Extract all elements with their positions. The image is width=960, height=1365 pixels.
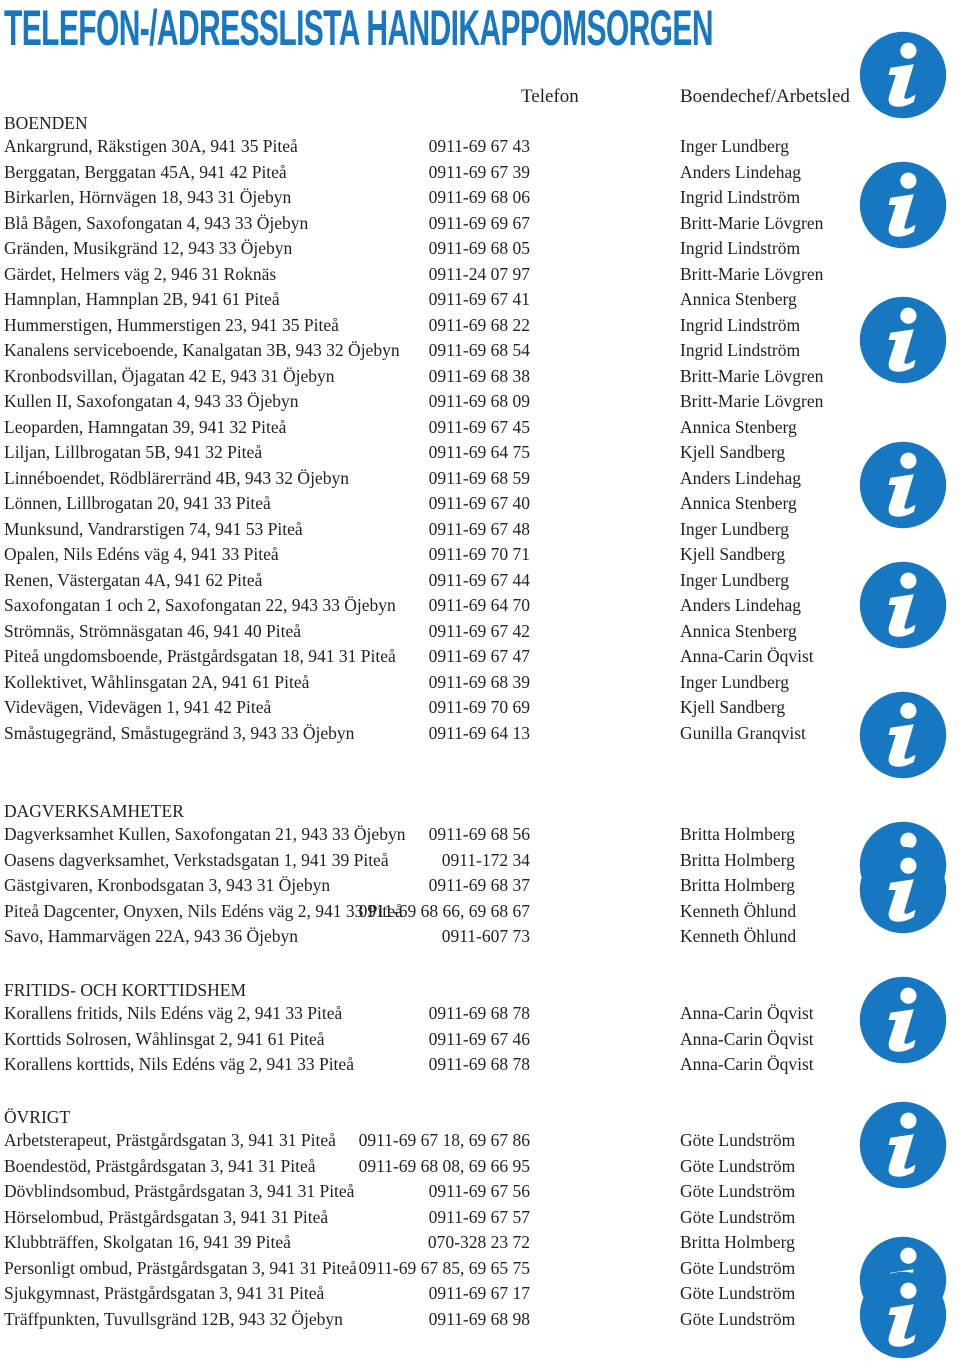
contact-name: Kjell Sandberg	[680, 442, 786, 462]
address-text: Strömnäs, Strömnäsgatan 46, 941 40 Piteå	[4, 620, 301, 641]
phone-number: 0911-69 68 22	[428, 314, 530, 335]
phone-number: 0911-69 67 42	[428, 620, 530, 641]
contact-name: Ingrid Lindström	[680, 340, 801, 360]
phone-number: 0911-69 68 59	[428, 467, 530, 488]
contact-name: Anna-Carin Öqvist	[680, 646, 814, 666]
phone-number: 0911-69 64 13	[428, 722, 530, 743]
contact-name: Annica Stenberg	[680, 289, 797, 309]
phone-number: 070-328 23 72	[427, 1232, 530, 1252]
contact-name: Inger Lundberg	[680, 518, 790, 539]
phone-number: 0911-69 68 54	[428, 340, 530, 360]
phone-number: 0911-69 68 78	[428, 1003, 530, 1023]
contact-name: Inger Lundberg	[680, 569, 790, 590]
contact-name: Britt-Marie Lövgren	[680, 391, 824, 411]
address-text: Träffpunkten, Tuvullsgränd 12B, 943 32 Öjebyn	[4, 1308, 343, 1329]
phone-number: 0911-69 67 43	[428, 136, 530, 156]
list-item	[0, 721, 860, 747]
list-item	[0, 1307, 860, 1333]
list-item	[0, 134, 860, 160]
list-item	[0, 160, 860, 186]
address-text: Korttids Solrosen, Wåhlinsgat 2, 941 61 Piteå	[4, 1028, 325, 1049]
info-icon	[858, 440, 948, 530]
address-text: Boendestöd, Prästgårdsgatan 3, 941 31 Piteå	[4, 1155, 316, 1176]
list-item	[0, 1001, 860, 1027]
contact-name: Anders Lindehag	[680, 161, 802, 182]
phone-number: 0911-24 07 97	[428, 263, 530, 284]
address-text: Ankargrund, Räkstigen 30A, 941 35 Piteå	[4, 136, 298, 156]
contact-name: Inger Lundberg	[680, 136, 790, 156]
list-item	[0, 415, 860, 441]
list-item	[0, 568, 860, 594]
info-icon	[858, 560, 948, 650]
list-item	[0, 822, 860, 848]
list-item	[0, 440, 860, 466]
contact-name: Inger Lundberg	[680, 671, 790, 692]
contact-name: Britt-Marie Lövgren	[680, 365, 824, 386]
address-text: Renen, Västergatan 4A, 941 62 Piteå	[4, 569, 263, 590]
contact-name: Kenneth Öhlund	[680, 900, 797, 921]
column-header-phone: Telefon	[521, 86, 579, 107]
phone-number: 0911-69 64 75	[428, 442, 530, 462]
contact-name: Britta Holmberg	[680, 875, 795, 895]
address-text: Hamnplan, Hamnplan 2B, 941 61 Piteå	[4, 289, 280, 309]
contact-name: Anders Lindehag	[680, 595, 802, 615]
list-item	[0, 1256, 860, 1282]
address-text: Dövblindsombud, Prästgårdsgatan 3, 941 31 Piteå	[4, 1181, 355, 1201]
contact-name: Kjell Sandberg	[680, 544, 786, 564]
list-item	[0, 1027, 860, 1053]
contact-name: Britta Holmberg	[680, 824, 795, 844]
address-text: Gästgivaren, Kronbodsgatan 3, 943 31 Öjebyn	[4, 875, 331, 895]
phone-number: 0911-69 67 44	[428, 569, 530, 590]
list-item	[0, 1281, 860, 1307]
phone-number: 0911-69 68 78	[428, 1054, 530, 1074]
section-title: ÖVRIGT	[4, 1107, 71, 1127]
section-title: FRITIDS- OCH KORTTIDSHEM	[4, 980, 247, 1000]
list-item	[0, 313, 860, 339]
section-title: BOENDEN	[4, 113, 88, 133]
address-text: Hummerstigen, Hummerstigen 23, 941 35 Piteå	[4, 314, 339, 335]
contact-name: Ingrid Lindström	[680, 187, 801, 207]
column-header-contact: Boendechef/Arbetsled	[680, 86, 850, 107]
phone-number: 0911-69 67 45	[428, 416, 530, 437]
phone-number: 0911-69 67 56	[428, 1181, 530, 1201]
contact-name: Ingrid Lindström	[680, 314, 801, 335]
list-item	[0, 619, 860, 645]
info-icon	[858, 295, 948, 385]
info-icon	[858, 1270, 948, 1360]
list-item	[0, 1179, 860, 1205]
address-text: Piteå ungdomsboende, Prästgårdsgatan 18, 941 31 Piteå	[4, 646, 396, 666]
address-text: Småstugegränd, Småstugegränd 3, 943 33 Öjebyn	[4, 722, 355, 743]
contact-name: Britta Holmberg	[680, 849, 795, 870]
address-text: Liljan, Lillbrogatan 5B, 941 32 Piteå	[4, 442, 263, 462]
address-text: Piteå Dagcenter, Onyxen, Nils Edéns väg 2, 941 33 Piteå	[4, 900, 403, 921]
list-item	[0, 262, 860, 288]
list-item	[0, 1205, 860, 1231]
contact-name: Ingrid Lindström	[680, 238, 801, 258]
page-title: TELEFON-/ADRESSLISTA HANDIKAPPOMSORGEN	[4, 0, 713, 56]
address-text: Lönnen, Lillbrogatan 20, 941 33 Piteå	[4, 493, 271, 513]
contact-name: Annica Stenberg	[680, 493, 797, 513]
contact-name: Annica Stenberg	[680, 416, 797, 437]
list-item	[0, 364, 860, 390]
phone-number: 0911-69 67 57	[428, 1206, 530, 1227]
address-text: Gärdet, Helmers väg 2, 946 31 Roknäs	[4, 263, 277, 284]
contact-name: Anna-Carin Öqvist	[680, 1054, 814, 1074]
list-item	[0, 1230, 860, 1256]
list-item	[0, 389, 860, 415]
address-text: Sjukgymnast, Prästgårdsgatan 3, 941 31 Piteå	[4, 1283, 325, 1303]
phone-number: 0911-69 68 98	[428, 1308, 530, 1329]
phone-number: 0911-69 67 41	[428, 289, 530, 309]
contact-name: Kenneth Öhlund	[680, 926, 797, 946]
phone-number: 0911-69 68 05	[428, 238, 530, 258]
contact-name: Britta Holmberg	[680, 1232, 795, 1252]
address-text: Berggatan, Berggatan 45A, 941 42 Piteå	[4, 161, 287, 182]
phone-number: 0911-69 67 48	[428, 518, 530, 539]
address-text: Munksund, Vandrarstigen 74, 941 53 Piteå	[4, 518, 303, 539]
address-text: Kanalens serviceboende, Kanalgatan 3B, 943 32 Öjebyn	[4, 340, 400, 360]
contact-name: Göte Lundström	[680, 1257, 796, 1278]
contact-name: Göte Lundström	[680, 1206, 796, 1227]
address-text: Korallens fritids, Nils Edéns väg 2, 941 33 Piteå	[4, 1003, 343, 1023]
phone-number: 0911-172 34	[441, 849, 530, 870]
address-text: Leoparden, Hamngatan 39, 941 32 Piteå	[4, 416, 287, 437]
contact-name: Anna-Carin Öqvist	[680, 1028, 814, 1049]
contact-name: Annica Stenberg	[680, 620, 797, 641]
address-text: Blå Bågen, Saxofongatan 4, 943 33 Öjebyn	[4, 212, 309, 233]
info-icon	[858, 845, 948, 935]
contact-name: Gunilla Granqvist	[680, 722, 806, 743]
phone-number: 0911-69 70 71	[428, 544, 530, 564]
contact-name: Göte Lundström	[680, 1283, 796, 1303]
contact-name: Göte Lundström	[680, 1308, 796, 1329]
list-item	[0, 924, 860, 950]
phone-number: 0911-69 67 47	[428, 646, 530, 666]
address-text: Dagverksamhet Kullen, Saxofongatan 21, 943 33 Öjebyn	[4, 824, 406, 844]
address-text: Korallens korttids, Nils Edéns väg 2, 941 33 Piteå	[4, 1054, 354, 1074]
contact-name: Göte Lundström	[680, 1155, 796, 1176]
contact-name: Göte Lundström	[680, 1181, 796, 1201]
address-text: Oasens dagverksamhet, Verkstadsgatan 1, 941 39 Piteå	[4, 849, 389, 870]
list-item	[0, 542, 860, 568]
phone-number: 0911-69 67 18, 69 67 86	[358, 1130, 530, 1150]
address-text: Savo, Hammarvägen 22A, 943 36 Öjebyn	[4, 926, 299, 946]
list-item	[0, 491, 860, 517]
address-text: Birkarlen, Hörnvägen 18, 943 31 Öjebyn	[4, 187, 292, 207]
contact-name: Britt-Marie Lövgren	[680, 212, 824, 233]
list-item	[0, 899, 860, 925]
address-text: Klubbträffen, Skolgatan 16, 941 39 Piteå	[4, 1232, 291, 1252]
address-text: Opalen, Nils Edéns väg 4, 941 33 Piteå	[4, 544, 279, 564]
phone-number: 0911-69 70 69	[428, 697, 530, 717]
list-item	[0, 593, 860, 619]
address-text: Linnéboendet, Rödblärегränd 4B, 943 32 Öjebyn	[4, 467, 349, 488]
list-item	[0, 185, 860, 211]
info-icon	[858, 975, 948, 1065]
address-text: Hörselombud, Prästgårdsgatan 3, 941 31 Piteå	[4, 1206, 329, 1227]
list-item	[0, 517, 860, 543]
phone-number: 0911-69 67 17	[428, 1283, 530, 1303]
list-item	[0, 287, 860, 313]
phone-number: 0911-69 69 67	[428, 212, 530, 233]
list-item	[0, 1052, 860, 1078]
address-text: Saxofongatan 1 och 2, Saxofongatan 22, 943 33 Öjebyn	[4, 595, 396, 615]
list-item	[0, 211, 860, 237]
phone-number: 0911-69 67 40	[428, 493, 530, 513]
phone-number: 0911-69 68 66, 69 68 67	[358, 900, 530, 921]
phone-number: 0911-69 67 39	[428, 161, 530, 182]
list-item	[0, 670, 860, 696]
address-text: Kollektivet, Wåhlinsgatan 2A, 941 61 Piteå	[4, 671, 310, 692]
list-item	[0, 644, 860, 670]
phone-number: 0911-69 68 37	[428, 875, 530, 895]
contact-name: Anna-Carin Öqvist	[680, 1003, 814, 1023]
phone-number: 0911-69 68 56	[428, 824, 530, 844]
list-item	[0, 466, 860, 492]
list-item	[0, 848, 860, 874]
info-icon	[858, 160, 948, 250]
address-text: Arbetsterapeut, Prästgårdsgatan 3, 941 31 Piteå	[4, 1130, 336, 1150]
phone-number: 0911-69 68 39	[428, 671, 530, 692]
info-icon	[858, 690, 948, 780]
address-text: Gränden, Musikgränd 12, 943 33 Öjebyn	[4, 238, 293, 258]
phone-number: 0911-69 64 70	[428, 595, 530, 615]
info-icon	[858, 30, 948, 120]
info-icon	[858, 1100, 948, 1190]
list-item	[0, 236, 860, 262]
section-title: DAGVERKSAMHETER	[4, 801, 184, 821]
phone-number: 0911-69 68 38	[428, 365, 530, 386]
phone-number: 0911-69 68 08, 69 66 95	[358, 1155, 530, 1176]
contact-name: Göte Lundström	[680, 1130, 796, 1150]
address-text: Kronbodsvillan, Öjagatan 42 E, 943 31 Öjebyn	[4, 365, 335, 386]
list-item	[0, 695, 860, 721]
phone-number: 0911-607 73	[441, 926, 530, 946]
list-item	[0, 1154, 860, 1180]
contact-name: Anders Lindehag	[680, 467, 802, 488]
contact-name: Britt-Marie Lövgren	[680, 263, 824, 284]
list-item	[0, 873, 860, 899]
phone-number: 0911-69 68 09	[428, 391, 530, 411]
address-text: Videvägen, Videvägen 1, 941 42 Piteå	[4, 697, 272, 717]
list-item	[0, 338, 860, 364]
contact-name: Kjell Sandberg	[680, 697, 786, 717]
list-item	[0, 1128, 860, 1154]
address-text: Kullen II, Saxofongatan 4, 943 33 Öjebyn	[4, 391, 299, 411]
phone-number: 0911-69 67 46	[428, 1028, 530, 1049]
address-text: Personligt ombud, Prästgårdsgatan 3, 941 31 Piteå	[4, 1257, 357, 1278]
phone-number: 0911-69 67 85, 69 65 75	[358, 1257, 530, 1278]
phone-number: 0911-69 68 06	[428, 187, 530, 207]
